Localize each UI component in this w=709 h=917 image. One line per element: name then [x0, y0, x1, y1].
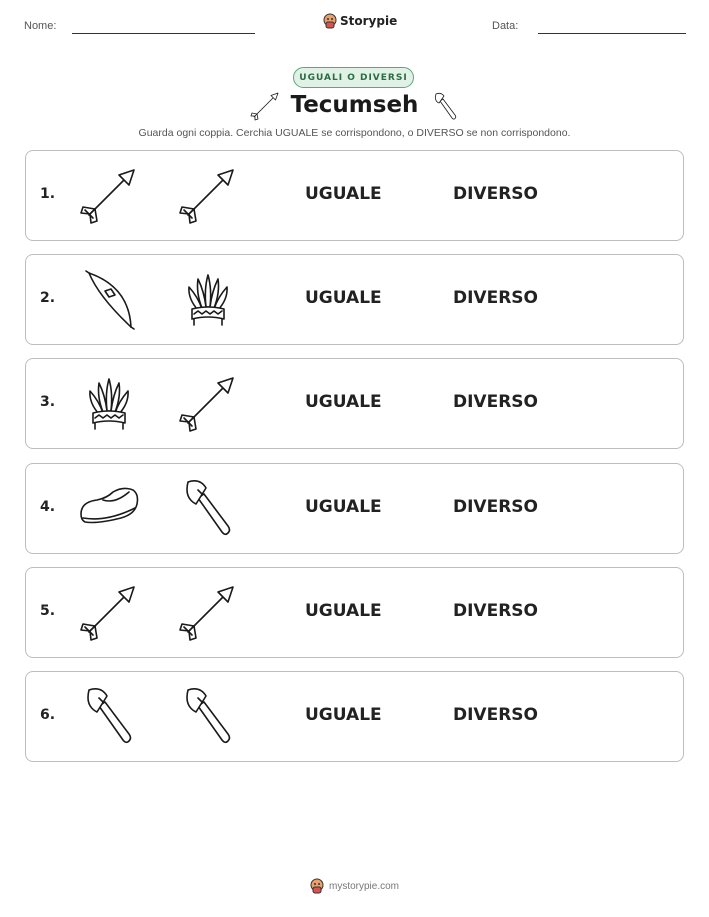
moccasin-icon: [77, 476, 141, 540]
date-label: Data:: [492, 20, 519, 32]
question-number: 6.: [40, 707, 56, 723]
arrow-icon: [176, 163, 240, 227]
question-row: [25, 567, 684, 658]
brand-name: Storypie: [340, 14, 398, 28]
name-line[interactable]: [72, 33, 255, 34]
option-same[interactable]: UGUALE: [305, 705, 382, 725]
axe-icon: [77, 684, 141, 748]
footer-url: mystorypie.com: [328, 880, 399, 892]
option-different[interactable]: DIVERSO: [453, 705, 538, 725]
option-different[interactable]: DIVERSO: [453, 392, 538, 412]
arrow-icon: [176, 580, 240, 644]
bow-icon: [77, 267, 141, 331]
question-row: [25, 358, 684, 449]
option-same[interactable]: UGUALE: [305, 288, 382, 308]
option-same[interactable]: UGUALE: [305, 601, 382, 621]
axe-decoration-icon: [429, 90, 461, 122]
axe-icon: [176, 684, 240, 748]
storypie-mascot-icon: [310, 878, 324, 894]
question-row: [25, 254, 684, 345]
arrow-icon: [77, 580, 141, 644]
page-title: Tecumseh: [290, 92, 419, 118]
option-different[interactable]: DIVERSO: [453, 601, 538, 621]
instructions: Guarda ogni coppia. Cerchia UGUALE se corrispondono, o DIVERSO se non corrispondono.: [138, 127, 571, 139]
option-same[interactable]: UGUALE: [305, 497, 382, 517]
arrow-icon: [176, 371, 240, 435]
option-same[interactable]: UGUALE: [305, 184, 382, 204]
option-different[interactable]: DIVERSO: [453, 288, 538, 308]
question-number: 3.: [40, 394, 56, 410]
question-row: [25, 671, 684, 762]
arrow-icon: [77, 163, 141, 227]
brand-logo: [323, 13, 397, 29]
question-number: 1.: [40, 186, 56, 202]
date-line[interactable]: [538, 33, 686, 34]
footer: [0, 878, 709, 894]
storypie-mascot-icon: [323, 13, 337, 29]
question-number: 2.: [40, 290, 56, 306]
worksheet-type-badge: UGUALI O DIVERSI: [293, 67, 414, 88]
question-row: [25, 150, 684, 241]
option-same[interactable]: UGUALE: [305, 392, 382, 412]
headdress-icon: [77, 371, 141, 435]
question-number: 5.: [40, 603, 56, 619]
question-number: 4.: [40, 499, 56, 515]
headdress-icon: [176, 267, 240, 331]
question-row: [25, 463, 684, 554]
name-label: Nome:: [24, 20, 57, 32]
option-different[interactable]: DIVERSO: [453, 184, 538, 204]
axe-icon: [176, 476, 240, 540]
option-different[interactable]: DIVERSO: [453, 497, 538, 517]
